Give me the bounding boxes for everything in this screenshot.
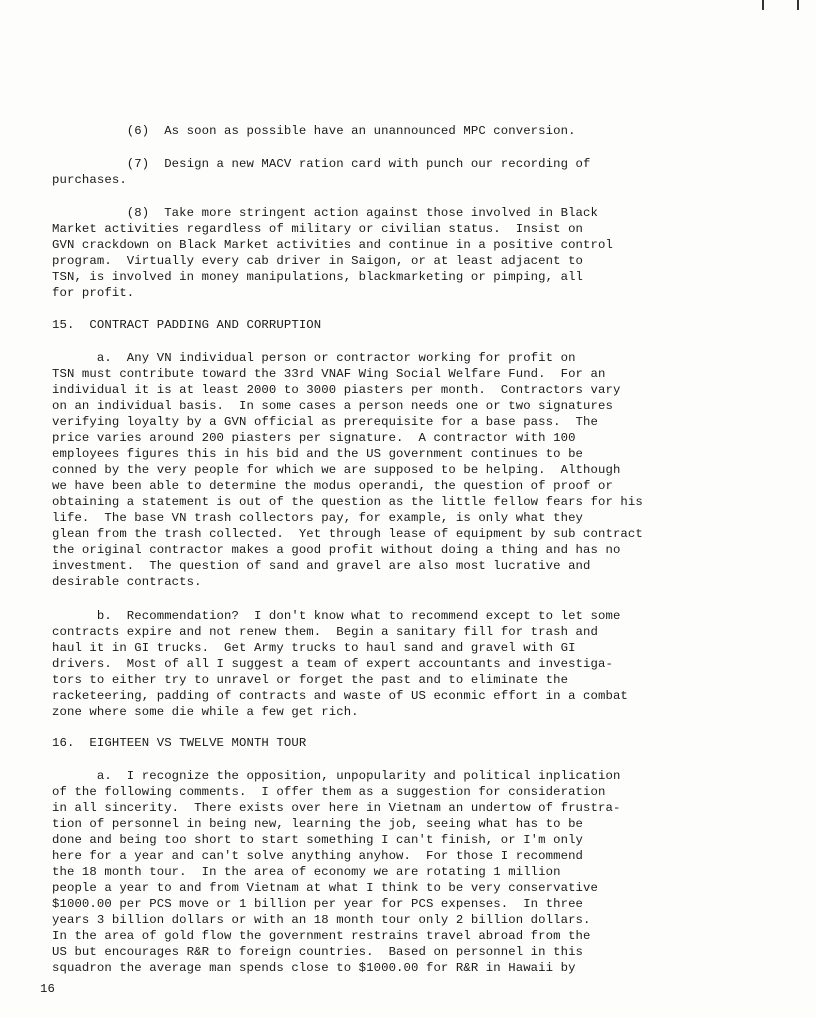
page-number: 16: [40, 982, 55, 996]
section-16-paragraph-a: a. I recognize the opposition, unpopularity and political inplication of the following comments. I offer them as a suggestion for consideration in all sincerity. There exists over here in Vietnam an undertow of frustra- tion of personnel in being new, learning the job, seeing what has to be done and being too short to start something I can't finish, or I'm only here for a year and can't solve anything anyhow. For those I recommend the 18 month tour. In the area of economy we are rotating 1 million people a year to and from Vietnam at what I think to be very conservative $1000.00 per PCS move or 1 billion per year for PCS expenses. In three years 3 billion dollars or with an 18 month tour only 2 billion dollars. In the area of gold flow the government restrains travel abroad from the US but encourages R&R to foreign countries. Based on personnel in this squadron the average man spends close to $1000.00 for R&R in Hawaii by: [52, 769, 621, 975]
scan-edge-mark: [797, 0, 799, 10]
item-7: (7) Design a new MACV ration card with punch our recording of purchases.: [52, 157, 591, 187]
section-15-paragraph-b: b. Recommendation? I don't know what to recommend except to let some contracts expire and not renew them. Begin a sanitary fill for trash and haul it in GI trucks. Get Army trucks to haul sand and gravel with GI drivers. Most of all I suggest a team of expert accountants and investiga- tors to either try to unravel or forget the past and to eliminate the racketeering, padding of contracts and waste of US econmic effort in a combat zone where some die while a few get rich.: [52, 609, 628, 719]
section-15-paragraph-a: a. Any VN individual person or contractor working for profit on TSN must contribute toward the 33rd VNAF Wing Social Welfare Fund. For an individual it is at least 2000 to 3000 piasters per month. Contractors vary on an individual basis. In some cases a person needs one or two signatures verifying loyalty by a GVN official as prerequisite for a base pass. The price varies around 200 piasters per signature. A contractor with 100 employees figures this in his bid and the US government continues to be conned by the very people for which we are supposed to be helping. Although we have been able to determine the modus operandi, the question of proof or obtaining a statement is out of the question as the little fellow fears for his life. The base VN trash collectors pay, for example, is only what they glean from the trash collected. Yet through lease of equipment by sub contract the original contractor makes a good profit without doing a thing and has no investment. The question of sand and gravel are also most lucrative and desirable contracts.: [52, 351, 643, 589]
section-15-heading: 15. CONTRACT PADDING AND CORRUPTION: [52, 318, 322, 332]
item-8: (8) Take more stringent action against those involved in Black Market activities regardless of military or civilian status. Insist on GVN crackdown on Black Market activities and continue in a positive control program. Virtually every cab driver in Saigon, or at least adjacent to TSN, is involved in money manipulations, blackmarketing or pimping, all for profit.: [52, 206, 613, 300]
section-16-heading: 16. EIGHTEEN VS TWELVE MONTH TOUR: [52, 736, 307, 750]
scan-edge-mark: [762, 0, 764, 10]
item-6: (6) As soon as possible have an unannounced MPC conversion.: [52, 124, 576, 138]
